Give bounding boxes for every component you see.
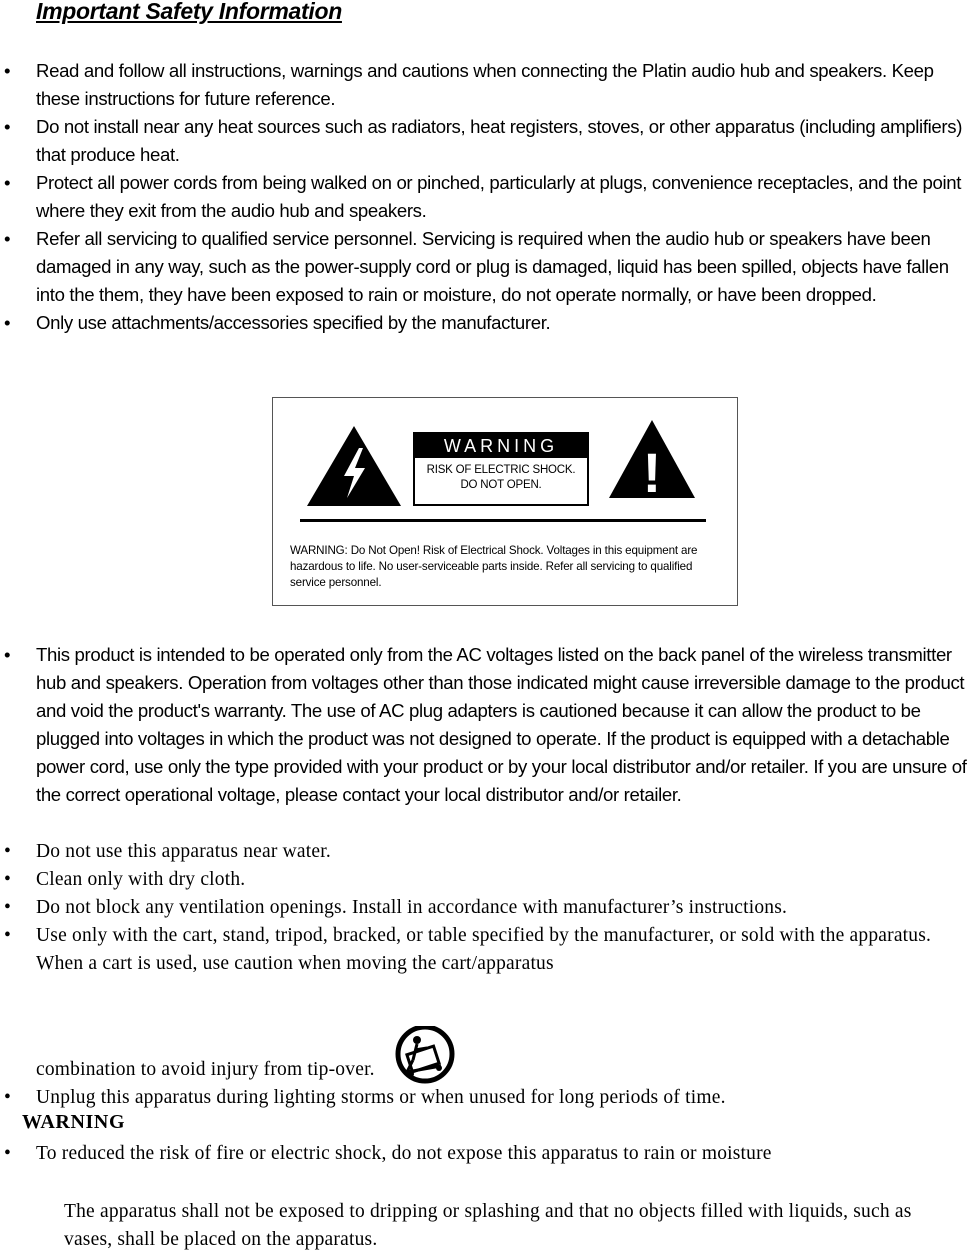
bullet: • (4, 60, 11, 81)
electric-shock-warning-label (272, 397, 738, 606)
spacer (36, 978, 969, 1026)
list-item-text: Only use attachments/accessories specified by the manufacturer. (36, 312, 551, 333)
bullet: • (4, 841, 12, 862)
list-item-text: This product is intended to be operated only from the AC voltages listed on the back panel of the wireless transmitter hub and speakers. Operation from voltages other than those indicated might cause irreversible damage to the product and void the product's warranty. The use of AC plug adapters is cautioned because it can allow the product to be plugged into voltages in which the product was not designed to operate. If the product is equipped with a detachable power cord, use only the type provided with your product or by your local distributor and/or retailer. If you are unsure of the correct operational voltage, please contact your local distributor and/or retailer. (36, 644, 967, 805)
list-item (0, 309, 969, 337)
list-item-text: Refer all servicing to qualified service personnel. Servicing is required when the audio hub or speakers have been damaged in any way, such as the power-supply cord or plug is damaged, liquid has been spilled, objects have fallen into the them, they have been exposed to rain or moisture, do not operate normally, or have been dropped. (36, 228, 949, 305)
divider (300, 519, 706, 522)
warning-heading: WARNING (22, 1111, 126, 1133)
list-item (0, 57, 969, 113)
safety-list-voltage (0, 641, 969, 809)
list-item (0, 922, 969, 1084)
list-item (0, 838, 969, 866)
exclamation-warning-icon (609, 420, 695, 498)
warning-sticker (413, 432, 589, 506)
bullet: • (4, 172, 11, 193)
warning-sticker-line: DO NOT OPEN. (460, 479, 542, 491)
list-item-text: combination to avoid injury from tip-over. (36, 1059, 375, 1080)
warning-label-text: WARNING: Do Not Open! Risk of Electrical Shock. Voltages in this equipment are hazardous to life. No user-serviceable parts inside. Refer all servicing to qualified service personnel. (290, 544, 698, 589)
bullet: • (4, 869, 12, 890)
list-item-text: Read and follow all instructions, warnings and cautions when connecting the Platin audio hub and speakers. Keep these instructions for future reference. (36, 60, 934, 109)
list-item (0, 894, 969, 922)
bullet: • (4, 1087, 12, 1108)
page-title: Important Safety Information (36, 0, 342, 24)
warning-sticker-body (415, 458, 587, 493)
bullet: • (4, 116, 11, 137)
warning-sticker-heading: WARNING (415, 434, 587, 458)
cart-tip-over-icon (387, 1026, 465, 1090)
safety-list-general (0, 57, 969, 337)
list-item (0, 169, 969, 225)
list-item-text: Protect all power cords from being walked on or pinched, particularly at plugs, convenience receptacles, and the point where they exit from the audio hub and speakers. (36, 172, 962, 221)
list-item (0, 866, 969, 894)
list-item-text: Use only with the cart, stand, tripod, bracked, or table specified by the manufacturer, or sold with the apparatus. When a cart is used, use caution when moving the cart/apparatus (36, 925, 932, 974)
warning-sticker-line: RISK OF ELECTRIC SHOCK. (426, 464, 576, 476)
bullet: • (4, 1143, 12, 1164)
electric-shock-icon (307, 426, 401, 506)
list-item-text: To reduced the risk of fire or electric shock, do not expose this apparatus to rain or moisture (36, 1143, 772, 1164)
list-item-text: Unplug this apparatus during lighting storms or when unused for long periods of time. (36, 1087, 726, 1108)
safety-list-moisture (0, 1140, 969, 1168)
tip-over-row (36, 1026, 969, 1084)
list-item-text: Do not block any ventilation openings. Install in accordance with manufacturer’s instructions. (36, 897, 788, 918)
safety-list-apparatus (0, 838, 969, 1112)
list-item (0, 113, 969, 169)
bullet: • (4, 312, 11, 333)
list-item-text: Do not install near any heat sources such as radiators, heat registers, stoves, or other apparatus (including amplifiers) that produce heat. (36, 116, 963, 165)
bullet: • (4, 644, 11, 665)
list-item-text: Clean only with dry cloth. (36, 869, 246, 890)
list-item (0, 1084, 969, 1112)
list-item (0, 1140, 969, 1168)
list-item (0, 641, 969, 809)
list-item-text: Do not use this apparatus near water. (36, 841, 331, 862)
bullet: • (4, 925, 12, 946)
list-item (0, 225, 969, 309)
bullet: • (4, 228, 11, 249)
exclamation-mark: ! (642, 441, 662, 498)
liquid-warning-paragraph: The apparatus shall not be exposed to dripping or splashing and that no objects filled with liquids, such as vases, shall be placed on the apparatus. (64, 1201, 912, 1250)
bullet: • (4, 897, 12, 918)
